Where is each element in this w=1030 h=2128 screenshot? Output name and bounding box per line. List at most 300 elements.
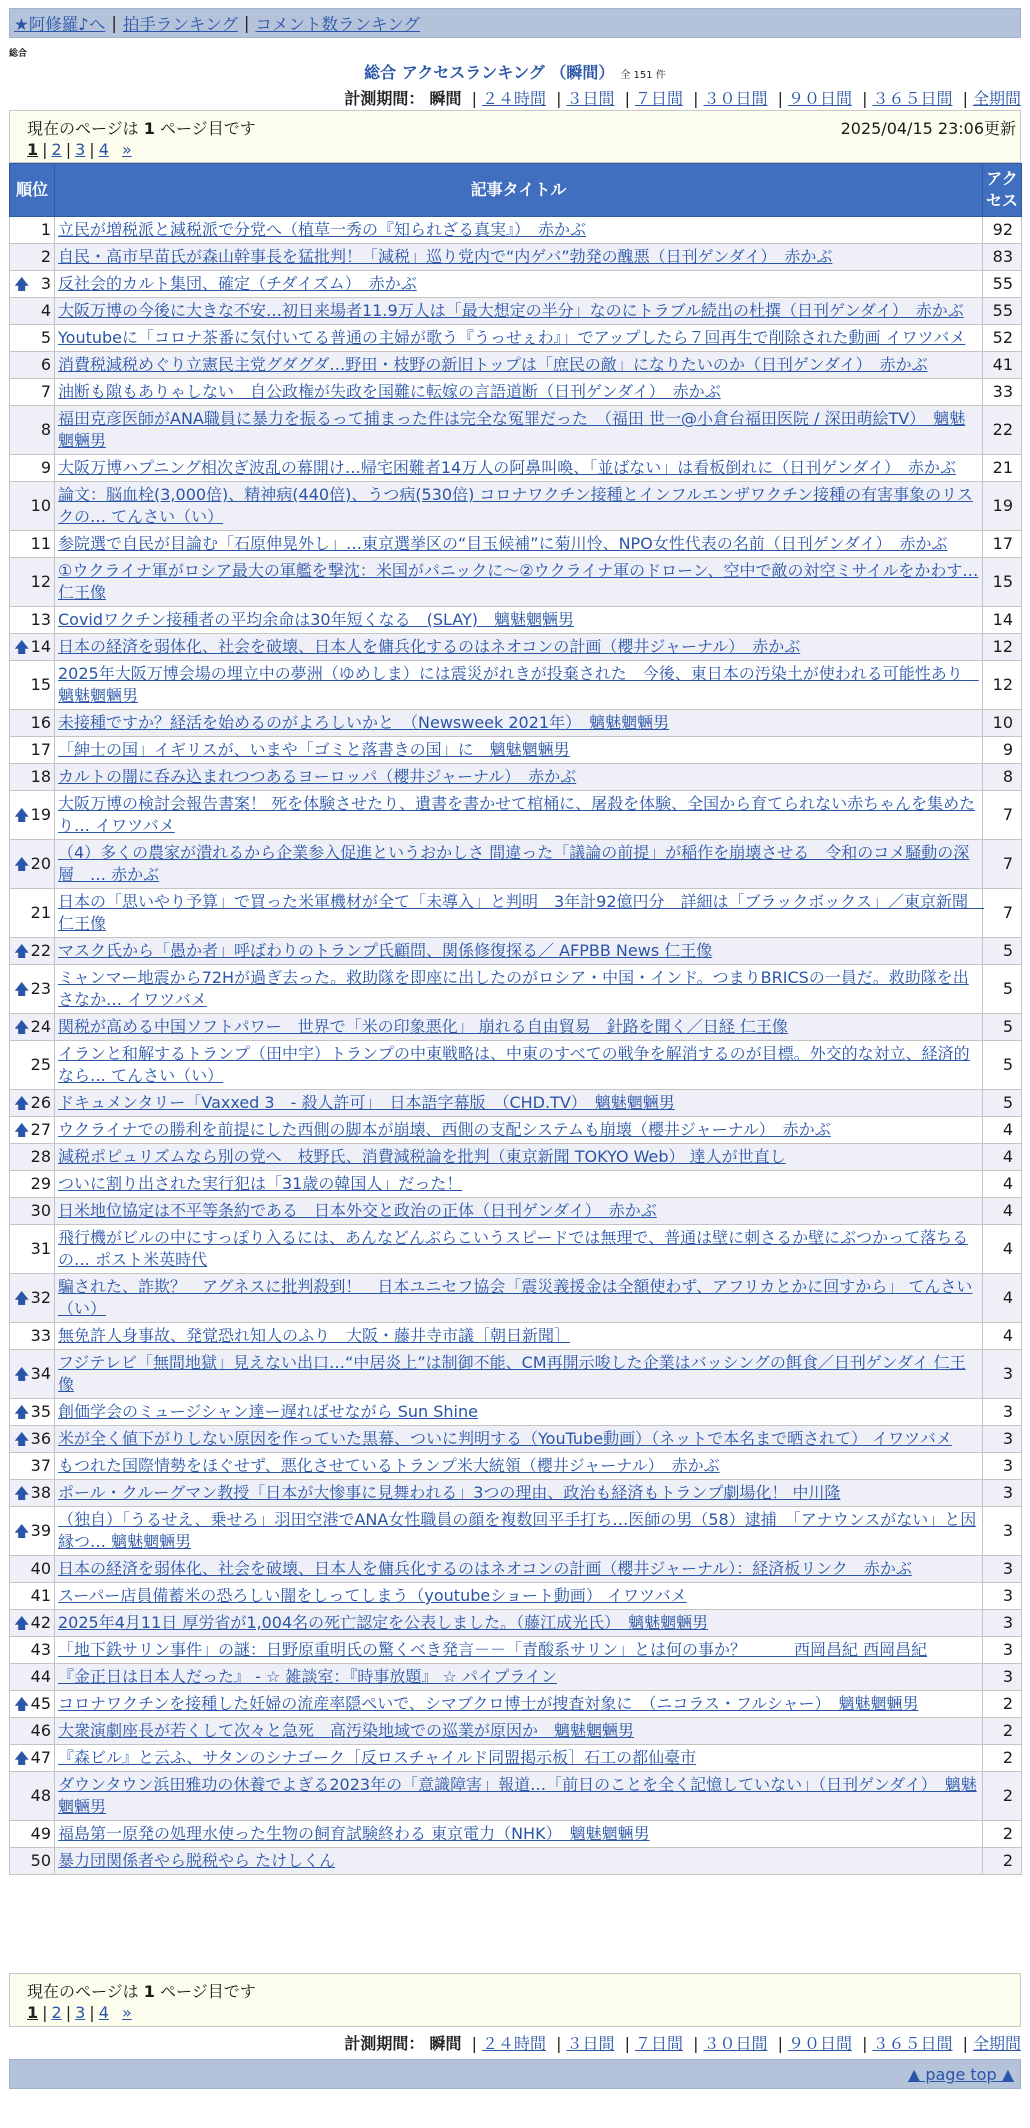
table-row [10,737,1022,764]
page-link-3[interactable]: 3 [75,140,86,159]
rank-number: 39 [30,1521,51,1540]
table-row [10,271,1022,298]
article-title-link[interactable]: ついに割り出された実行犯は「31歳の韓国人」だった！ [58,1174,463,1193]
ranking-table [9,163,1022,1875]
article-title-link[interactable]: ダウンタウン浜田雅功の休養でよぎる2023年の「意識障害」報道…「前日のことを全く記憶していない」（日刊ゲンダイ） 魑魅魍魎男 [58,1775,977,1816]
period-link-24h[interactable]: ２４時間 [481,89,546,108]
title-cell [55,1745,983,1772]
article-title-link[interactable]: 立民が増税派と減税派で分党へ（植草一秀の『知られざる真実』） 赤かぶ [58,220,587,239]
article-title-link[interactable]: 日本の経済を弱体化、社会を破壊、日本人を傭兵化するのはネオコンの計画（櫻井ジャーナル）：経済板リンク 赤かぶ [58,1559,912,1578]
rank-cell [10,1041,55,1090]
article-title-link[interactable]: 「紳士の国」イギリスが、いまや「ゴミと落書きの国」に 魑魅魍魎男 [58,740,570,759]
rank-number: 38 [30,1483,51,1502]
article-title-link[interactable]: 米が全く値下がりしない原因を作っていた黒幕、ついに判明する（YouTube動画）（ネットで本名まで晒されて） イワツバメ [58,1429,952,1448]
period-link-30d[interactable]: ３０日間 [703,89,768,108]
article-title-link[interactable]: ウクライナでの勝利を前提にした西側の脚本が崩壊、西側の支配システムも崩壊（櫻井ジャーナル） 赤かぶ [58,1120,831,1139]
article-title-link[interactable]: 大阪万博ハプニング相次ぎ波乱の幕開け…帰宅困難者14万人の阿鼻叫喚、「並ばない」は看板倒れに（日刊ゲンダイ） 赤かぶ [58,458,956,477]
rank-number: 40 [30,1559,51,1578]
rank-number: 11 [30,534,51,553]
access-count: 5 [983,1090,1022,1117]
access-count: 2 [983,1848,1022,1875]
title-cell [55,217,983,244]
title-cell [55,1426,983,1453]
rank-cell [10,938,55,965]
rank-number: 42 [30,1613,51,1632]
article-title-link[interactable]: 2025年4月11日 厚労省が1,004名の死亡認定を公表しました。（藤江成光氏） 魑魅魍魎男 [58,1613,709,1632]
access-count: 3 [983,1350,1022,1399]
period-link-24h[interactable]: ２４時間 [481,2034,546,2053]
title-cell [55,938,983,965]
period-link-all[interactable]: 全期間 [972,2034,1021,2053]
rank-up-arrow-icon: 🡅 [14,1430,30,1448]
article-title-link[interactable]: 油断も隙もありゃしない 自公政権が失政を国難に転嫁の言語道断（日刊ゲンダイ） 赤かぶ [58,382,721,401]
rank-number: 43 [30,1640,51,1659]
rank-cell [10,1821,55,1848]
article-title-link[interactable]: もつれた国際情勢をほぐせず、悪化させているトランプ米大統領（櫻井ジャーナル） 赤かぶ [58,1456,720,1475]
rank-cell [10,1323,55,1350]
table-row [10,455,1022,482]
rank-cell [10,1453,55,1480]
title-cell [55,298,983,325]
rank-cell [10,1691,55,1718]
period-current: 瞬間 [429,89,462,108]
title-cell [55,737,983,764]
page-top-link[interactable]: ▲ page top ▲ [907,2065,1014,2084]
access-count: 4 [983,1171,1022,1198]
table-row [10,1014,1022,1041]
rank-up-arrow-icon: 🡅 [14,1289,30,1307]
table-row [10,840,1022,889]
period-link-7d[interactable]: ７日間 [634,2034,683,2053]
rank-cell [10,406,55,455]
table-row [10,217,1022,244]
rank-cell [10,1664,55,1691]
pager-bottom [9,1973,1021,2027]
title-cell [55,244,983,271]
article-title-link[interactable]: 福田克彦医師がANA職員に暴力を振るって捕まった件は完全な冤罪だった （福田 世一@小倉台福田医院 / 深田萌絵TV） 魑魅魍魎男 [58,409,966,450]
table-row [10,1583,1022,1610]
rank-cell [10,1556,55,1583]
rank-up-arrow-icon: 🡅 [14,1365,30,1383]
rank-number: 2 [40,247,51,266]
article-title-link[interactable]: 『森ビル』と云ふ、サタンのシナゴーク［反ロスチャイルド同盟掲示板］石工の都仙臺市 [58,1748,697,1767]
title-cell [55,1453,983,1480]
table-row [10,482,1022,531]
access-count: 4 [983,1117,1022,1144]
article-title-link[interactable]: ミャンマー地震から72Hが過ぎ去った。救助隊を即座に出したのがロシア・中国・インド。つまりBRICSの一員だ。救助隊を出さなか… イワツバメ [58,968,969,1009]
title-cell [55,764,983,791]
table-row [10,710,1022,737]
rank-number: 18 [30,767,51,786]
access-count: 14 [983,607,1022,634]
rank-cell [10,352,55,379]
access-count: 83 [983,244,1022,271]
rank-number: 16 [30,713,51,732]
article-title-link[interactable]: （独自）「うるせえ、乗せろ」羽田空港でANA女性職員の顔を複数回平手打ち…医師の男（58）逮捕 「アナウンスがない」と因縁つ… 魑魅魍魎男 [58,1510,977,1551]
rank-cell [10,531,55,558]
period-label: 計測期間： [344,2034,425,2053]
rank-cell [10,1117,55,1144]
rank-cell [10,379,55,406]
title-cell [55,352,983,379]
rank-cell [10,965,55,1014]
table-row [10,298,1022,325]
access-count: 8 [983,764,1022,791]
page-title-text: 総合 アクセスランキング （瞬間） [364,63,615,82]
access-count: 4 [983,1225,1022,1274]
title-cell [55,1664,983,1691]
access-count: 17 [983,531,1022,558]
rank-cell [10,217,55,244]
table-row [10,1718,1022,1745]
rank-up-arrow-icon: 🡅 [14,980,30,998]
article-title-link[interactable]: カルトの闇に呑み込まれつつあるヨーロッパ（櫻井ジャーナル） 赤かぶ [58,767,577,786]
period-link-365d[interactable]: ３６５日間 [872,89,953,108]
table-row [10,1041,1022,1090]
rank-number: 47 [30,1748,51,1767]
access-count: 5 [983,1041,1022,1090]
rank-number: 41 [30,1586,51,1605]
table-row [10,889,1022,938]
rank-number: 15 [30,675,51,694]
rank-up-arrow-icon: 🡅 [14,1695,30,1713]
access-count: 4 [983,1198,1022,1225]
rank-number: 20 [30,854,51,873]
article-title-link[interactable]: 日本の経済を弱体化、社会を破壊、日本人を傭兵化するのはネオコンの計画（櫻井ジャーナル） 赤かぶ [58,637,801,656]
updated-timestamp: 2025/04/15 23:06更新 [840,119,1016,138]
rank-cell [10,482,55,531]
rank-number: 49 [30,1824,51,1843]
article-title-link[interactable]: フジテレビ「無間地獄」見えない出口…“中居炎上”は制御不能、CM再開示唆した企業はバッシングの餌食／日刊ゲンダイ 仁王像 [58,1353,966,1394]
article-title-link[interactable]: 論文：脳血栓(3,000倍)、精神病(440倍)、うつ病(530倍) コロナワクチン接種とインフルエンザワクチン接種の有害事象のリスクの… てんさい（い） [58,485,973,526]
article-title-link[interactable]: ①ウクライナ軍がロシア最大の軍艦を撃沈：米国がパニックに～②ウクライナ軍のドローン、空中で敵の対空ミサイルをかわす… 仁王像 [58,561,979,602]
access-count: 3 [983,1556,1022,1583]
article-title-link[interactable]: スーパー店員備蓄米の恐ろしい闇をしってしまう（youtubeショート動画） イワツバメ [58,1586,687,1605]
title-cell [55,1144,983,1171]
article-title-link[interactable]: ポール・クルーグマン教授「日本が大惨事に見舞われる」3つの理由、政治も経済もトランプ劇場化！ 中川隆 [58,1483,841,1502]
rank-number: 48 [30,1786,51,1805]
article-title-link[interactable]: 関税が高める中国ソフトパワー 世界で「米の印象悪化」 崩れる自由貿易 針路を聞く／日経 仁王像 [58,1017,788,1036]
title-cell [55,1583,983,1610]
access-count: 2 [983,1691,1022,1718]
table-row [10,1772,1022,1821]
page-link-4[interactable]: 4 [98,140,109,159]
title-cell [55,1090,983,1117]
header-count: アクセス [983,164,1022,217]
title-cell [55,965,983,1014]
article-title-link[interactable]: ドキュメンタリー「Vaxxed 3 - 殺人許可」 日本語字幕版 （CHD.TV） 魑魅魍魎男 [58,1093,675,1112]
title-cell [55,1323,983,1350]
period-link-90d[interactable]: ９０日間 [787,2034,852,2053]
page-current-1: 1 [27,2003,39,2022]
title-cell [55,1041,983,1090]
rank-number: 6 [40,355,51,374]
table-row [10,1274,1022,1323]
table-row [10,558,1022,607]
rank-number: 33 [30,1326,51,1345]
table-row [10,1848,1022,1875]
rank-number: 29 [30,1174,51,1193]
title-cell [55,607,983,634]
page-next-link[interactable]: » [121,140,132,159]
article-title-link[interactable]: イランと和解するトランプ（田中宇）トランプの中東戦略は、中東のすべての戦争を解消するのが目標。外交的な対立、経済的なら… てんさい（い） [58,1044,970,1085]
rank-cell [10,1014,55,1041]
rank-cell [10,1274,55,1323]
rank-up-arrow-icon: 🡅 [14,638,30,656]
title-cell [55,1821,983,1848]
title-cell [55,1480,983,1507]
title-cell [55,1556,983,1583]
article-title-link[interactable]: Covidワクチン接種者の平均余命は30年短くなる (SLAY) 魑魅魍魎男 [58,610,574,629]
page-link-2[interactable]: 2 [51,140,62,159]
rank-up-arrow-icon: 🡅 [14,1403,30,1421]
rank-number: 4 [40,301,51,320]
title-cell [55,1610,983,1637]
table-row [10,325,1022,352]
header-rank: 順位 [10,164,55,217]
title-cell [55,406,983,455]
table-row [10,1198,1022,1225]
period-link-365d[interactable]: ３６５日間 [872,2034,953,2053]
rank-number: 3 [40,274,51,293]
article-title-link[interactable]: 消費税減税めぐり立憲民主党グダグダ…野田・枝野の新旧トップは「庶民の敵」になりたいのか（日刊ゲンダイ） 赤かぶ [58,355,928,374]
access-count: 3 [983,1453,1022,1480]
table-row [10,1664,1022,1691]
period-link-all[interactable]: 全期間 [972,89,1021,108]
rank-cell [10,840,55,889]
period-link-30d[interactable]: ３０日間 [703,2034,768,2053]
rank-cell [10,1480,55,1507]
article-title-link[interactable]: 日米地位協定は不平等条約である 日本外交と政治の正体（日刊ゲンダイ） 赤かぶ [58,1201,657,1220]
article-title-link[interactable]: 創価学会のミュージシャン達ー遅ればせながら Sun Shine [58,1402,478,1421]
table-row [10,1426,1022,1453]
table-row [10,1480,1022,1507]
article-title-link[interactable]: 飛行機がビルの中にすっぽり入るには、あんなどんぶらこいうスピードでは無理で、普通は壁に刺さるか壁にぶつかって落ちるの… ポスト米英時代 [58,1228,969,1269]
access-count: 5 [983,965,1022,1014]
rank-number: 32 [30,1288,51,1307]
title-cell [55,1274,983,1323]
access-count: 3 [983,1664,1022,1691]
header-title: 記事タイトル [55,164,983,217]
period-link-3d[interactable]: ３日間 [566,2034,615,2053]
rank-cell [10,1718,55,1745]
period-label: 計測期間： [344,89,425,108]
page-link-4[interactable]: 4 [98,2003,109,2022]
table-row [10,1225,1022,1274]
rank-cell [10,1426,55,1453]
article-title-link[interactable]: Youtubeに「コロナ茶番に気付いてる普通の主婦が歌う『うっせぇわ』」でアップしたら７回再生で削除された動画 イワツバメ [58,328,966,347]
title-cell [55,840,983,889]
nav-separator: | [111,13,117,33]
rank-number: 36 [30,1429,51,1448]
rank-number: 30 [30,1201,51,1220]
rank-number: 1 [40,220,51,239]
article-title-link[interactable]: 自民・高市早苗氏が森山幹事長を猛批判！「減税」巡り党内で“内ゲバ”勃発の醜悪（日刊ゲンダイ） 赤かぶ [58,247,833,266]
article-title-link[interactable]: 無免許人身事故、発覚恐れ知人のふり 大阪・藤井寺市議［朝日新聞］ [58,1326,571,1345]
title-cell [55,325,983,352]
page-links: 1 | 2 | 3 | 4 » [27,140,132,159]
access-count: 9 [983,737,1022,764]
table-row [10,1350,1022,1399]
table-row [10,1171,1022,1198]
rank-number: 50 [30,1851,51,1870]
rank-up-arrow-icon: 🡅 [14,1614,30,1632]
period-link-3d[interactable]: ３日間 [566,89,615,108]
rank-cell [10,558,55,607]
table-header-row [10,164,1022,217]
title-cell [55,1507,983,1556]
page-link-3[interactable]: 3 [75,2003,86,2022]
access-count: 12 [983,634,1022,661]
rank-cell [10,1583,55,1610]
title-cell [55,1014,983,1041]
rank-number: 5 [40,328,51,347]
rank-cell [10,455,55,482]
rank-number: 12 [30,572,51,591]
table-row [10,1556,1022,1583]
rank-cell [10,661,55,710]
article-title-link[interactable]: コロナワクチンを接種した妊婦の流産率隠ぺいで、シマブクロ博士が捜査対象に （ニコラス・フルシャー） 魑魅魍魎男 [58,1694,919,1713]
access-count: 3 [983,1480,1022,1507]
article-title-link[interactable]: マスク氏から「愚か者」呼ばわりのトランプ氏顧問、関係修復探る／ AFPBB News 仁王像 [58,941,713,960]
table-row [10,1323,1022,1350]
access-count: 3 [983,1583,1022,1610]
access-count: 41 [983,352,1022,379]
access-count: 7 [983,889,1022,938]
table-row [10,1507,1022,1556]
rank-cell [10,1507,55,1556]
table-row [10,1399,1022,1426]
rank-cell [10,1610,55,1637]
current-page-text: 現在のページは 1 ページ目です [27,119,256,138]
article-title-link[interactable]: 大衆演劇座長が若くして次々と急死 高汚染地域での巡業が原因か 魑魅魍魎男 [58,1721,635,1740]
title-cell [55,1399,983,1426]
title-cell [55,661,983,710]
page-links: 1 | 2 | 3 | 4 » [27,2003,132,2022]
article-title-link[interactable]: 2025年大阪万博会場の埋立中の夢洲（ゆめしま）には震災がれきが投棄された 今後、東日本の汚染土が使われる可能性あり 魑魅魍魎男 [58,664,979,705]
title-cell [55,634,983,661]
title-cell [55,271,983,298]
access-count: 4 [983,1323,1022,1350]
table-row [10,406,1022,455]
access-count: 2 [983,1745,1022,1772]
rank-number: 23 [30,979,51,998]
table-row [10,531,1022,558]
article-title-link[interactable]: 減税ポピュリズムなら別の党へ 枝野氏、消費減税論を批判（東京新聞 TOKYO Web） 達人が世直し [58,1147,786,1166]
period-current: 瞬間 [429,2034,462,2053]
rank-cell [10,889,55,938]
period-selector-bottom: 計測期間： 瞬間 | ２４時間 | ３日間 | ７日間 | ３０日間 | ９０日間 | ３６５日間 | 全期間 [344,2034,1021,2053]
title-cell [55,1772,983,1821]
rank-number: 14 [30,637,51,656]
rank-number: 8 [40,420,51,439]
page-title [0,60,1030,83]
rank-number: 37 [30,1456,51,1475]
table-row [10,634,1022,661]
rank-cell [10,1171,55,1198]
rank-cell [10,1144,55,1171]
title-cell [55,710,983,737]
rank-cell [10,634,55,661]
rank-cell [10,325,55,352]
access-count: 22 [983,406,1022,455]
nav-link-comment-ranking[interactable]: コメント数ランキング [255,15,420,34]
rank-cell [10,764,55,791]
access-count: 2 [983,1821,1022,1848]
article-title-link[interactable]: （4）多くの農家が潰れるから企業参入促進というおかしさ 間違った「議論の前提」が稲作を崩壊させる 令和のコメ騒動の深層 … 赤かぶ [58,843,970,884]
article-title-link[interactable]: 反社会的カルト集団、確定（チダイズム） 赤かぶ [58,274,417,293]
article-title-link[interactable]: 大阪万博の検討会報告書案！ 死を体験させたり、遺書を書かせて棺桶に、屠殺を体験、全国から育てられない赤ちゃんを集めたり… イワツバメ [58,794,976,835]
access-count: 55 [983,298,1022,325]
title-cell [55,379,983,406]
table-row [10,607,1022,634]
rank-cell [10,1772,55,1821]
page-next-link[interactable]: » [121,2003,132,2022]
rank-number: 34 [30,1364,51,1383]
period-link-90d[interactable]: ９０日間 [787,89,852,108]
rank-up-arrow-icon: 🡅 [14,855,30,873]
nav-link-asyura-home[interactable]: ★阿修羅♪へ [14,15,106,34]
article-title-link[interactable]: 「地下鉄サリン事件」の謎：日野原重明氏の驚くべき発言－－「青酸系サリン」とは何の事か？ 西岡昌紀 西岡昌紀 [58,1640,928,1659]
article-title-link[interactable]: 騙された、詐欺？ アグネスに批判殺到！ 日本ユニセフ協会「震災義援金は全額使わず、アフリカとかに回すから」 てんさい（い） [58,1277,973,1318]
top-nav-bar [9,8,1021,38]
nav-separator: | [243,13,250,33]
access-count: 21 [983,455,1022,482]
access-count: 10 [983,710,1022,737]
rank-number: 35 [30,1402,51,1421]
page-link-2[interactable]: 2 [51,2003,62,2022]
rank-up-arrow-icon: 🡅 [14,1121,30,1139]
rank-cell [10,271,55,298]
rank-up-arrow-icon: 🡅 [14,806,30,824]
article-title-link[interactable]: 暴力団関係者やら脱税やら たけしくん [58,1851,336,1870]
article-title-link[interactable]: 『金正日は日本人だった』 - ☆ 雑談室：『時事放題』 ☆ パイプライン [58,1667,557,1686]
table-row [10,244,1022,271]
article-title-link[interactable]: 大阪万博の今後に大きな不安…初日来場者11.9万人は「最大想定の半分」なのにトラブル続出の杜撰（日刊ゲンダイ） 赤かぶ [58,301,964,320]
table-row [10,764,1022,791]
access-count: 5 [983,1014,1022,1041]
nav-link-clap-ranking[interactable]: 拍手ランキング [122,15,238,34]
title-cell [55,791,983,840]
rank-cell [10,1745,55,1772]
rank-number: 28 [30,1147,51,1166]
access-count: 5 [983,938,1022,965]
access-count: 7 [983,791,1022,840]
article-title-link[interactable]: 福島第一原発の処理水使った生物の飼育試験終わる 東京電力（NHK） 魑魅魍魎男 [58,1824,650,1843]
article-title-link[interactable]: 参院選で自民が目論む「石原伸晃外し」…東京選挙区の“目玉候補”に菊川怜、NPO女性代表の名前（日刊ゲンダイ） 赤かぶ [58,534,948,553]
ranking-table-body [10,217,1022,1875]
access-count: 3 [983,1399,1022,1426]
access-count: 3 [983,1507,1022,1556]
table-row [10,661,1022,710]
rank-number: 45 [30,1694,51,1713]
article-title-link[interactable]: 未接種ですか？経活を始めるのがよろしいかと （Newsweek 2021年） 魑魅魍魎男 [58,713,670,732]
table-row [10,1453,1022,1480]
category-label: 総合 [9,49,28,59]
current-page-text: 現在のページは 1 ページ目です [27,1982,256,2001]
rank-up-arrow-icon: 🡅 [14,275,30,293]
rank-number: 17 [30,740,51,759]
table-row [10,938,1022,965]
rank-cell [10,1090,55,1117]
pager-top [9,110,1021,163]
access-count: 4 [983,1274,1022,1323]
article-title-link[interactable]: 日本の「思いやり予算」で買った米軍機材が全て「未導入」と判明 3年計92億円分 詳細は「ブラックボックス」／東京新聞 仁王像 [58,892,985,933]
rank-cell [10,737,55,764]
rank-number: 9 [40,458,51,477]
period-link-7d[interactable]: ７日間 [634,89,683,108]
rank-cell [10,607,55,634]
